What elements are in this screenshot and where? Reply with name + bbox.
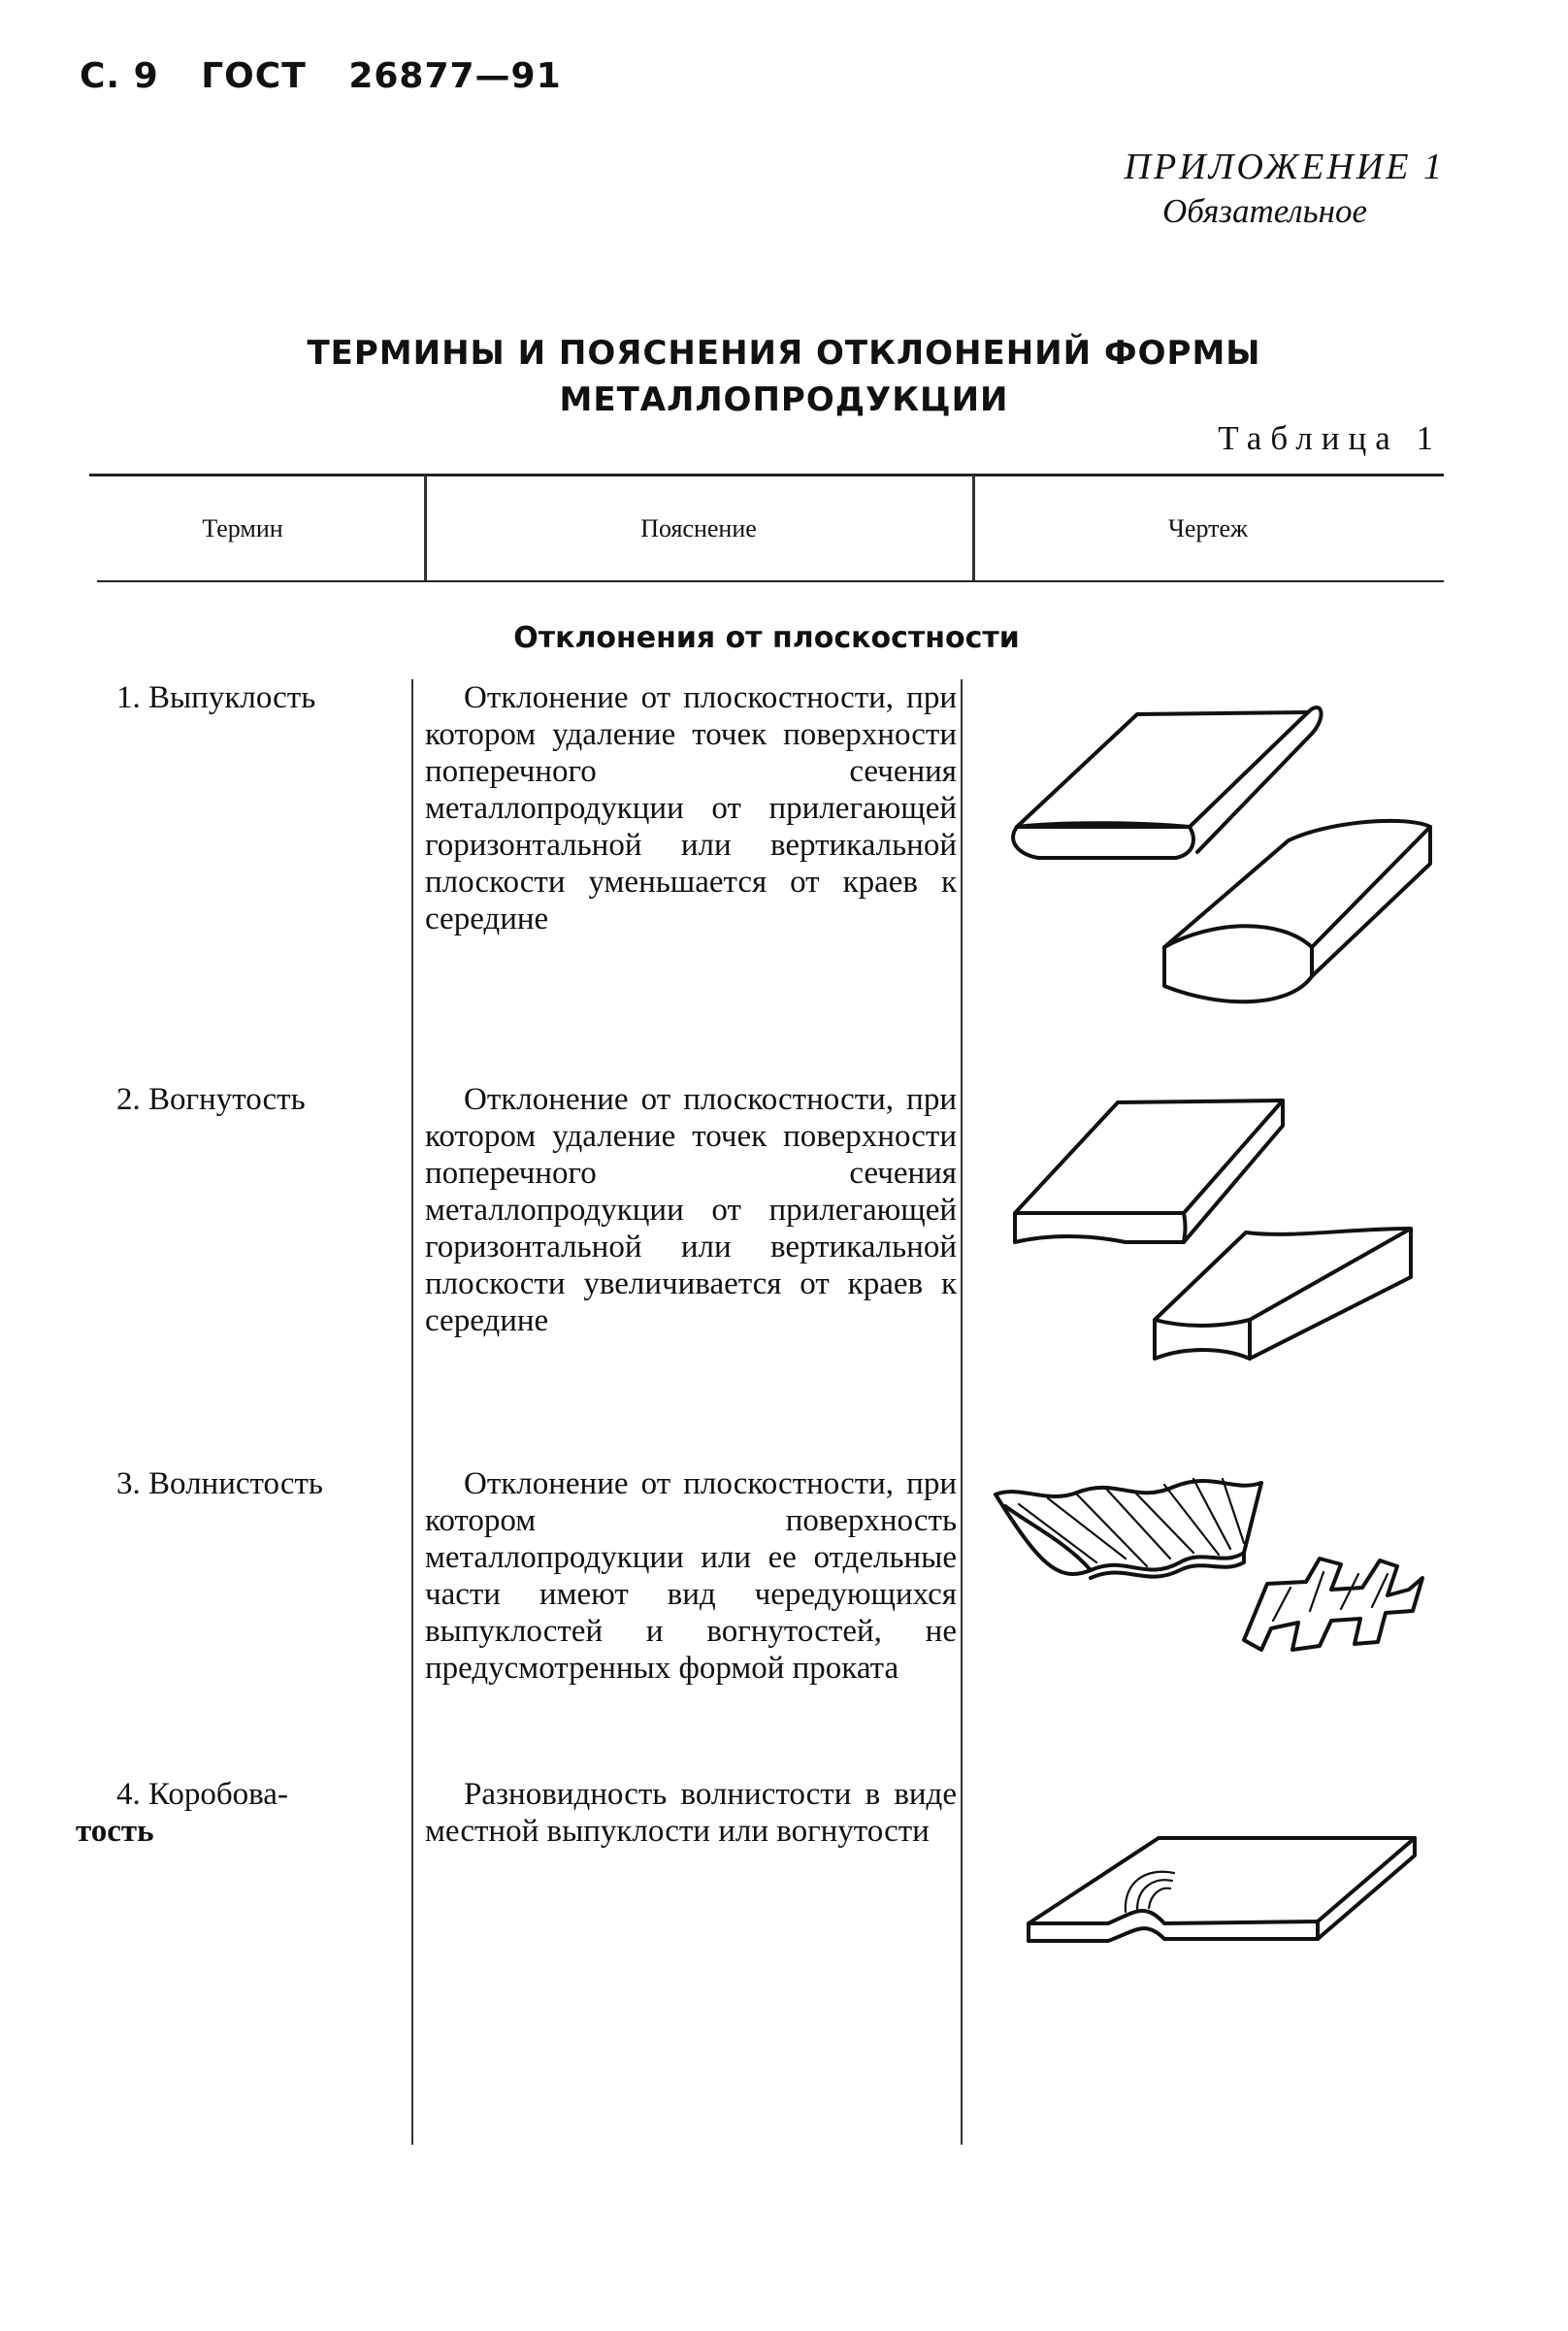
term-line: 3. Волнистость bbox=[116, 1466, 323, 1501]
explanation-concavity: Отклонение от плоскостности, при котором удаление точек поверхности поперечного сечения металлопродукции от прилегающей горизонтальной или вертикальной плоскости увеличивается от краев к середине bbox=[425, 1082, 957, 1338]
term-line: 2. Вогнутость bbox=[116, 1082, 306, 1117]
standard-label: ГОСТ bbox=[201, 56, 307, 96]
term-convexity bbox=[116, 679, 315, 716]
document-title bbox=[0, 330, 1568, 423]
convexity-drawing bbox=[999, 699, 1446, 1019]
column-divider-1-body bbox=[411, 679, 413, 2145]
term-line: тость bbox=[76, 1814, 154, 1849]
column-header-explanation: Пояснение bbox=[640, 514, 757, 542]
title-line-1: ТЕРМИНЫ И ПОЯСНЕНИЯ ОТКЛОНЕНИЙ ФОРМЫ bbox=[307, 334, 1261, 373]
term-buckling bbox=[76, 1776, 288, 1850]
explanation-convexity: Отклонение от плоскостности, при котором удаление точек поверхности поперечного сечения металлопродукции от прилегающей горизонтальной или вертикальной плоскости уменьшается от краев к середине bbox=[425, 680, 957, 936]
page-number: С. 9 bbox=[80, 56, 159, 96]
term-waviness bbox=[116, 1465, 323, 1502]
standard-number: 26877—91 bbox=[348, 56, 562, 96]
explanation-buckling: Разновидность волнистости в виде местной выпуклости или вогнутости bbox=[425, 1777, 957, 1849]
page-header bbox=[80, 56, 591, 96]
appendix-block bbox=[1125, 146, 1445, 231]
explanation-waviness: Отклонение от плоскостности, при котором поверхность металлопродукции или ее отдельные части имеют вид чередующихся выпуклостей и вогнутостей, не предусмотренных формой проката bbox=[425, 1466, 957, 1686]
appendix-title: ПРИЛОЖЕНИЕ 1 bbox=[1124, 147, 1445, 187]
term-concavity bbox=[116, 1081, 306, 1118]
section-heading: Отклонения от плоскостности bbox=[513, 621, 1020, 655]
column-divider-2-body bbox=[961, 679, 963, 2145]
column-header-drawing: Чертеж bbox=[1168, 514, 1248, 542]
buckling-drawing bbox=[1009, 1766, 1446, 1960]
term-line: 1. Выпуклость bbox=[116, 680, 316, 715]
title-line-2: МЕТАЛЛОПРОДУКЦИИ bbox=[559, 380, 1009, 419]
table-top-rule bbox=[89, 474, 1444, 476]
appendix-status: Обязательное bbox=[1162, 192, 1367, 230]
concavity-drawing bbox=[999, 1087, 1446, 1397]
waviness-drawing bbox=[990, 1465, 1446, 1689]
table-header-rule bbox=[97, 580, 1444, 582]
table-label: Таблица 1 bbox=[1218, 419, 1442, 457]
term-line: 4. Коробова- bbox=[116, 1777, 288, 1812]
column-header-term: Термин bbox=[202, 514, 283, 542]
